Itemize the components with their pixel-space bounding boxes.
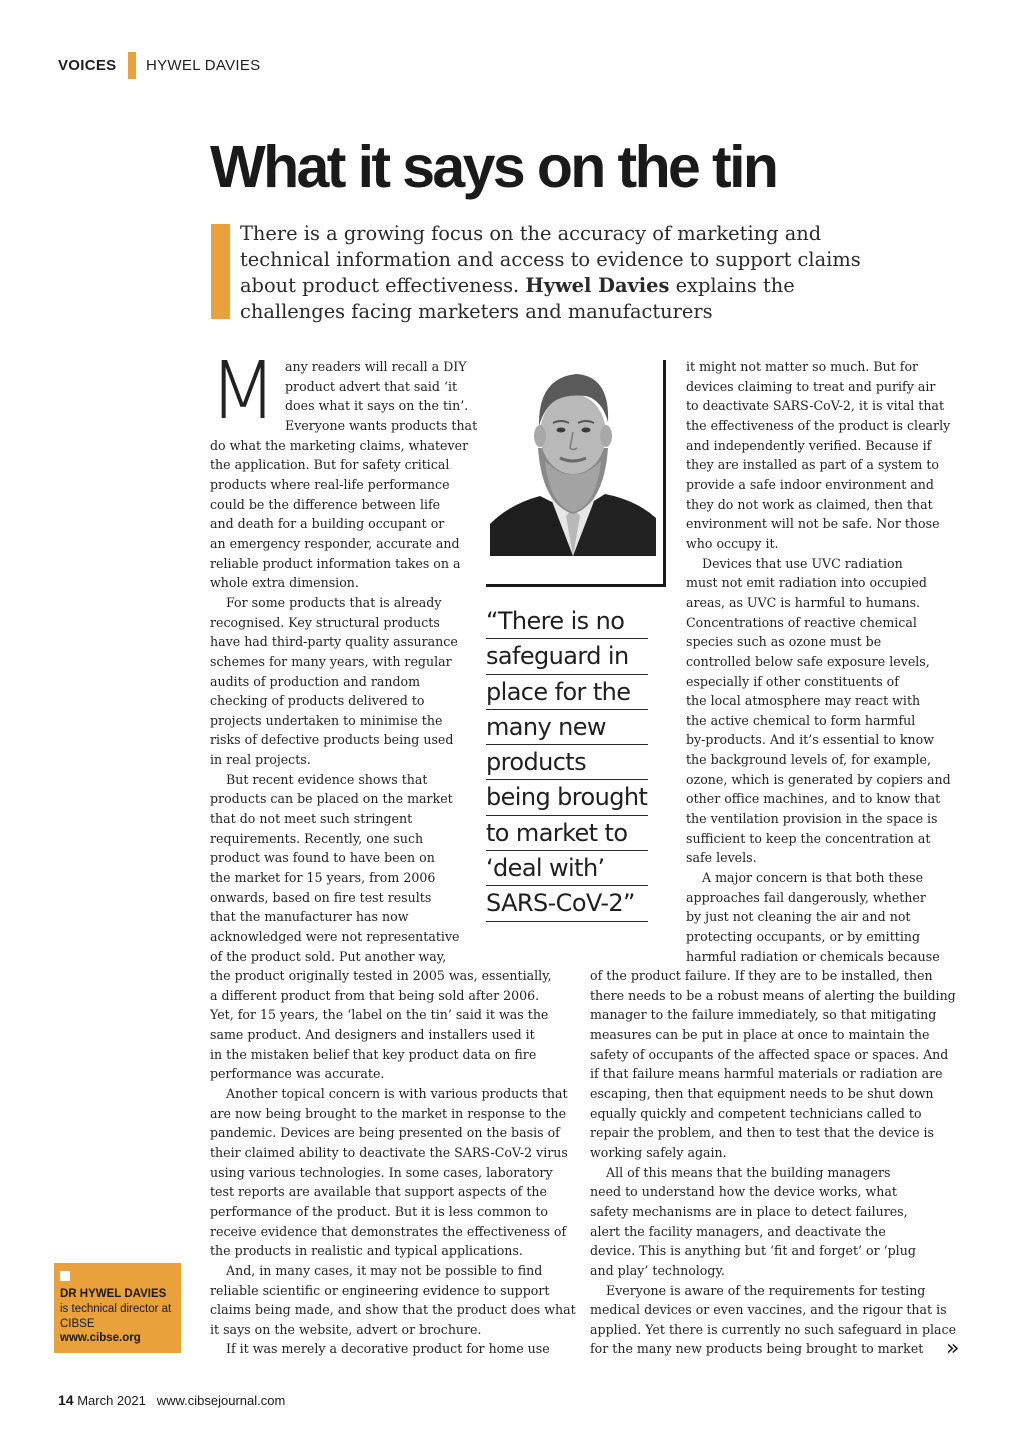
body-line: they do not work as claimed, then that	[686, 496, 933, 512]
body-line: the ventilation provision in the space is	[686, 811, 938, 827]
pull-quote-line: products	[486, 745, 648, 780]
pull-quote-line: “There is no	[486, 604, 648, 639]
body-line: the active chemical to form harmful	[686, 712, 916, 728]
body-line: requirements. Recently, one such	[210, 830, 424, 846]
body-line: the market for 15 years, from 2006	[210, 870, 436, 886]
pull-quote-line: SARS-CoV-2”	[486, 886, 648, 921]
body-line: products where real-life performance	[210, 476, 450, 492]
body-line: equally quickly and competent technicians called to	[590, 1105, 922, 1121]
body-line: an emergency responder, accurate and	[210, 535, 460, 551]
body-line: performance was accurate.	[210, 1066, 385, 1082]
body-line: environment will not be safe. Nor those	[686, 516, 940, 532]
standfirst-accent-bar	[211, 224, 230, 319]
body-line: Another topical concern is with various products that	[226, 1085, 568, 1101]
body-line: recognised. Key structural products	[210, 614, 440, 630]
body-line: that the manufacturer has now	[210, 909, 409, 925]
body-line: controlled below safe exposure levels,	[686, 653, 930, 669]
body-line: their claimed ability to deactivate the SARS-CoV-2 virus	[210, 1144, 568, 1160]
body-line: and independently verified. Because if	[686, 437, 932, 453]
body-line: safety of occupants of the affected space or spaces. And	[590, 1046, 949, 1062]
column-2-lower	[590, 966, 956, 1359]
column-1-lower	[210, 966, 576, 1359]
body-line: And, in many cases, it may not be possible to find	[226, 1262, 543, 1278]
body-line: working safely again.	[590, 1144, 727, 1160]
bio-square-icon	[60, 1271, 70, 1281]
pull-quote	[486, 604, 648, 922]
body-line: Yet, for 15 years, the ‘label on the tin’ said it was the	[210, 1007, 549, 1023]
author-bio-box	[54, 1263, 181, 1353]
body-line: performance of the product. But it is less common to	[210, 1203, 548, 1219]
body-line: could be the difference between life	[210, 496, 441, 512]
body-line: ozone, which is generated by copiers and	[686, 771, 951, 787]
body-line: they are installed as part of a system to	[686, 457, 940, 473]
page-number: 14	[58, 1392, 74, 1408]
body-line: Everyone wants products that	[285, 417, 478, 433]
body-line: claims being made, and show that the product does what	[210, 1302, 576, 1318]
bio-role: is technical director at CIBSE	[60, 1303, 172, 1330]
body-line: escaping, then that equipment needs to be shut down	[590, 1085, 934, 1101]
body-line: must not emit radiation into occupied	[686, 575, 927, 591]
body-line: there needs to be a robust means of alerting the building	[590, 987, 956, 1003]
body-line: measures can be put in place at once to maintain the	[590, 1026, 930, 1042]
body-line: have had third-party quality assurance	[210, 634, 458, 650]
double-chevron-right-icon: »	[946, 1336, 960, 1361]
body-line: whole extra dimension.	[210, 575, 359, 591]
body-line: harmful radiation or chemicals because	[686, 948, 940, 964]
body-line: using various technologies. In some cases, laboratory	[210, 1164, 553, 1180]
body-line: For some products that is already	[226, 594, 442, 610]
body-line: and death for a building occupant or	[210, 516, 445, 532]
body-line: If it was merely a decorative product for home use	[226, 1341, 550, 1357]
body-line: and play’ technology.	[590, 1262, 725, 1278]
body-line: any readers will recall a DIY	[285, 359, 467, 374]
body-line: to deactivate SARS-CoV-2, it is vital that	[686, 398, 944, 414]
body-line: in real projects.	[210, 752, 311, 768]
standfirst-lead: There is a growing focus on the accuracy of marketing and technical information and access to evidence to support claims about product effectiveness.	[240, 222, 861, 297]
body-line: devices claiming to treat and purify air	[686, 378, 936, 394]
bio-url[interactable]: www.cibse.org	[60, 1332, 141, 1344]
body-line: that do not meet such stringent	[210, 811, 413, 827]
body-line: it might not matter so much. But for	[686, 359, 919, 374]
body-line: Everyone is aware of the requirements for testing	[606, 1282, 926, 1298]
body-line: A major concern is that both these	[702, 870, 924, 886]
body-line: in the mistaken belief that key product data on fire	[210, 1046, 537, 1062]
section-label: VOICES	[58, 57, 117, 74]
body-line: pandemic. Devices are being presented on the basis of	[210, 1125, 560, 1141]
body-line: species such as ozone must be	[686, 634, 882, 650]
body-line: the local atmosphere may react with	[686, 693, 921, 709]
body-line: onwards, based on fire test results	[210, 889, 432, 905]
body-line: a different product from that being sold after 2006.	[210, 987, 540, 1003]
body-line: who occupy it.	[686, 535, 779, 551]
body-line: manager to the failure immediately, so that mitigating	[590, 1007, 937, 1023]
standfirst-tail: explains the challenges facing marketers and manufacturers	[240, 274, 795, 323]
column-2-upper	[686, 357, 951, 966]
body-line: acknowledged were not representative	[210, 929, 460, 945]
body-line: the product originally tested in 2005 was, essentially,	[210, 968, 552, 983]
body-line: of the product failure. If they are to be installed, then	[590, 968, 933, 983]
body-line: other office machines, and to know that	[686, 791, 941, 807]
body-line: product advert that said ‘it	[285, 378, 458, 394]
body-line: safe levels.	[686, 850, 757, 866]
body-line: reliable product information takes on a	[210, 555, 461, 571]
page-footer	[58, 1392, 285, 1408]
body-line: projects undertaken to minimise the	[210, 712, 443, 728]
issue-date: March 2021	[77, 1393, 146, 1408]
body-line: the effectiveness of the product is clearly	[686, 417, 951, 433]
body-line: if that failure means harmful materials or radiation are	[590, 1066, 943, 1082]
article-title: What it says on the tin	[210, 134, 777, 200]
body-line: products can be placed on the market	[210, 791, 453, 807]
body-line: test reports are available that support aspects of the	[210, 1184, 547, 1200]
body-line: audits of production and random	[210, 673, 421, 689]
body-line: product was found to have been on	[210, 850, 435, 866]
body-line: the background levels of, for example,	[686, 752, 931, 768]
body-line: repair the problem, and then to test that the device is	[590, 1125, 935, 1141]
body-line: approaches fail dangerously, whether	[686, 889, 926, 905]
body-line: device. This is anything but ‘fit and forget’ or ‘plug	[590, 1243, 916, 1259]
body-line: it says on the website, advert or brochure.	[210, 1321, 482, 1337]
body-line: Devices that use UVC radiation	[702, 555, 903, 571]
pull-quote-line: being brought	[486, 780, 648, 815]
body-line: by-products. And it’s essential to know	[686, 732, 935, 748]
author-portrait	[490, 356, 656, 556]
drop-cap: M	[209, 345, 278, 437]
body-line: the products in realistic and typical applications.	[210, 1243, 523, 1259]
pull-quote-line: ‘deal with’	[486, 851, 648, 886]
body-line: medical devices or even vaccines, and the rigour that is	[590, 1302, 947, 1318]
body-line: schemes for many years, with regular	[210, 653, 452, 669]
body-line: areas, as UVC is harmful to humans.	[686, 594, 921, 610]
body-line: provide a safe indoor environment and	[686, 476, 934, 492]
body-line: checking of products delivered to	[210, 693, 425, 709]
body-line: sufficient to keep the concentration at	[686, 830, 931, 846]
body-line: especially if other constituents of	[686, 673, 899, 689]
footer-site-link[interactable]: www.cibsejournal.com	[156, 1393, 286, 1408]
body-line: alert the facility managers, and deactivate the	[590, 1223, 886, 1239]
body-line: do what the marketing claims, whatever	[210, 437, 469, 453]
body-line: of the product sold. Put another way,	[210, 948, 447, 964]
body-line: for the many new products being brought to market	[590, 1341, 924, 1357]
body-line: risks of defective products being used	[210, 732, 454, 748]
column-1-upper	[210, 357, 477, 966]
bio-name: DR HYWEL DAVIES	[60, 1288, 167, 1300]
body-line: same product. And designers and installers used it	[210, 1026, 535, 1042]
body-line: are now being brought to the market in response to the	[210, 1105, 567, 1121]
body-line: But recent evidence shows that	[226, 771, 428, 787]
body-line: the application. But for safety critical	[210, 457, 450, 473]
pull-quote-line: place for the	[486, 675, 648, 710]
body-line: does what it says on the tin’.	[285, 398, 469, 414]
body-line: by just not cleaning the air and not	[686, 909, 911, 925]
standfirst-author: Hywel Davies	[525, 274, 670, 297]
body-line: All of this means that the building managers	[606, 1164, 891, 1180]
body-line: need to understand how the device works, what	[590, 1184, 897, 1200]
pull-quote-line: many new	[486, 710, 648, 745]
body-line: receive evidence that demonstrates the effectiveness of	[210, 1223, 567, 1239]
pull-quote-line: to market to	[486, 816, 648, 851]
body-line: applied. Yet there is currently no such safeguard in place	[590, 1321, 957, 1337]
standfirst	[240, 221, 880, 325]
body-line: Concentrations of reactive chemical	[686, 614, 917, 630]
pull-quote-line: safeguard in	[486, 639, 648, 674]
body-line: protecting occupants, or by emitting	[686, 929, 921, 945]
author-tag: HYWEL DAVIES	[146, 57, 261, 74]
body-line: safety mechanisms are in place to detect failures,	[590, 1203, 908, 1219]
section-divider-bar	[128, 52, 136, 79]
body-line: reliable scientific or engineering evidence to support	[210, 1282, 550, 1298]
